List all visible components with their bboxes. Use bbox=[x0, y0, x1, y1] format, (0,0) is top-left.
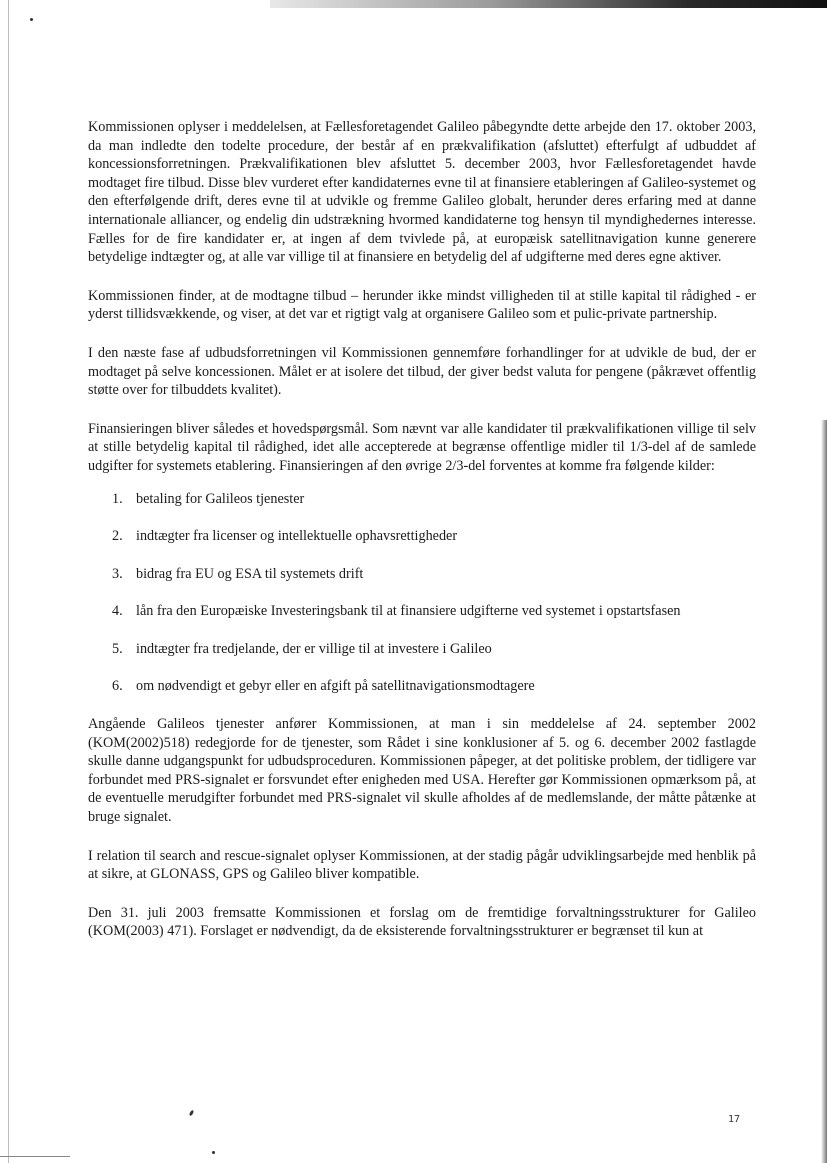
scan-shadow-right bbox=[821, 420, 827, 1163]
paragraph: Angående Galileos tjenester anfører Kommissionen, at man i sin meddelelse af 24. september 2002 (KOM(2002)518) redegjorde for de tjenester, som Rådet i sine konklusioner af 5. og 6. december 2002 fastlagde skulle danne udgangspunkt for udbudsproceduren. Kommissionen påpeger, at det politiske problem, der tidligere var forbundet med PRS-signalet er forsvundet efter enigheden med USA. Herefter gør Kommissionen opmærksom på, at de eventuelle merudgifter forbundet med PRS-signalet vil skulle afholdes af de medlemslande, der måtte påtænke at bruge signalet. bbox=[88, 716, 756, 826]
paragraph: I den næste fase af udbudsforretningen vil Kommissionen gennemføre forhandlinger for at udvikle de bud, der er modtaget på selve koncessionen. Målet er at isolere det tilbud, der giver bedst valuta for pengene (påkrævet offentlig støtte over for tilbuddets kvalitet). bbox=[88, 344, 756, 399]
scan-speck bbox=[189, 1110, 195, 1117]
paragraph: Den 31. juli 2003 fremsatte Kommissionen et forslag om de fremtidige forvaltningsstrukturer for Galileo (KOM(2003) 471). Forslaget er nødvendigt, da de eksisterende forvaltningsstrukturer er begrænset til kun at bbox=[88, 904, 756, 940]
list-number: 4. bbox=[112, 603, 123, 620]
list-item bbox=[112, 490, 756, 509]
list-number: 1. bbox=[112, 490, 123, 507]
list-item bbox=[112, 640, 756, 659]
list-text: betaling for Galileos tjenester bbox=[136, 490, 305, 507]
scan-speck bbox=[212, 1151, 215, 1154]
document-page bbox=[88, 118, 756, 961]
scan-shadow-top bbox=[270, 0, 827, 8]
paragraph: Finansieringen bliver således et hovedspørgsmål. Som nævnt var alle kandidater til prækvalifikationen villige til selv at stille betydelig kapital til rådighed, idet alle accepterede at begrænse offentlige midler til 1/3-del af de samlede udgifter for systemets etablering. Finansieringen af den øvrige 2/3-del forventes at komme fra følgende kilder: bbox=[88, 420, 756, 474]
page-number: 17 bbox=[728, 1114, 741, 1125]
list-text: bidrag fra EU og ESA til systemets drift bbox=[136, 565, 364, 582]
list-number: 3. bbox=[112, 565, 123, 582]
scan-edge-bottom bbox=[0, 1156, 70, 1157]
scan-speck bbox=[30, 18, 33, 21]
paragraph: Kommissionen oplyser i meddelelsen, at Fællesforetagendet Galileo påbegyndte dette arbejde den 17. oktober 2003, da man indledte den todelte procedure, der består af en prækvalifikation (afsluttet) efterfulgt af udbuddet af koncessionsforretningen. Prækvalifikationen blev afsluttet 5. december 2003, hvor Fællesforetagendet havde modtaget fire tilbud. Disse blev vurderet efter kandidaternes evne til at finansiere etableringen af Galileo-systemet og den efterfølgende drift, deres evne til at udvikle og fremme Galileo globalt, herunder deres erfaring med at danne internationale alliancer, og endelig din udstrækning hvormed kandidaterne tog hensyn til myndighedernes interesse. Fælles for de fire kandidater er, at ingen af dem tvivlede på, at europæisk satellitnavigation kunne generere betydelige indtægter og, at alle var villige til at finansiere en betydelig del af udgifterne med deres egne aktiver. bbox=[88, 119, 756, 266]
list-text: om nødvendigt et gebyr eller en afgift på satellitnavigationsmodtagere bbox=[136, 678, 535, 695]
list-item bbox=[112, 677, 756, 696]
paragraph: Kommissionen finder, at de modtagne tilbud – herunder ikke mindst villigheden til at stille kapital til rådighed - er yderst tillidsvækkende, og viser, at det var et rigtigt valg at organisere Galileo som et pulic-private partnership. bbox=[88, 287, 756, 323]
list-number: 2. bbox=[112, 528, 123, 545]
list-number: 6. bbox=[112, 678, 123, 695]
list-text: lån fra den Europæiske Investeringsbank til at finansiere udgifterne ved systemet i opstartsfasen bbox=[136, 603, 681, 620]
list-text: indtægter fra licenser og intellektuelle ophavsrettigheder bbox=[136, 528, 458, 545]
list-number: 5. bbox=[112, 640, 123, 657]
list-text: indtægter fra tredjelande, der er villige til at investere i Galileo bbox=[136, 640, 492, 657]
list-item bbox=[112, 527, 756, 546]
list-item bbox=[112, 602, 756, 621]
list-item bbox=[112, 565, 756, 584]
paragraph: I relation til search and rescue-signalet oplyser Kommissionen, at der stadig pågår udviklingsarbejde med henblik på at sikre, at GLONASS, GPS og Galileo bliver kompatible. bbox=[88, 847, 756, 883]
funding-sources-list bbox=[88, 490, 756, 697]
scan-edge-left bbox=[8, 0, 9, 1163]
